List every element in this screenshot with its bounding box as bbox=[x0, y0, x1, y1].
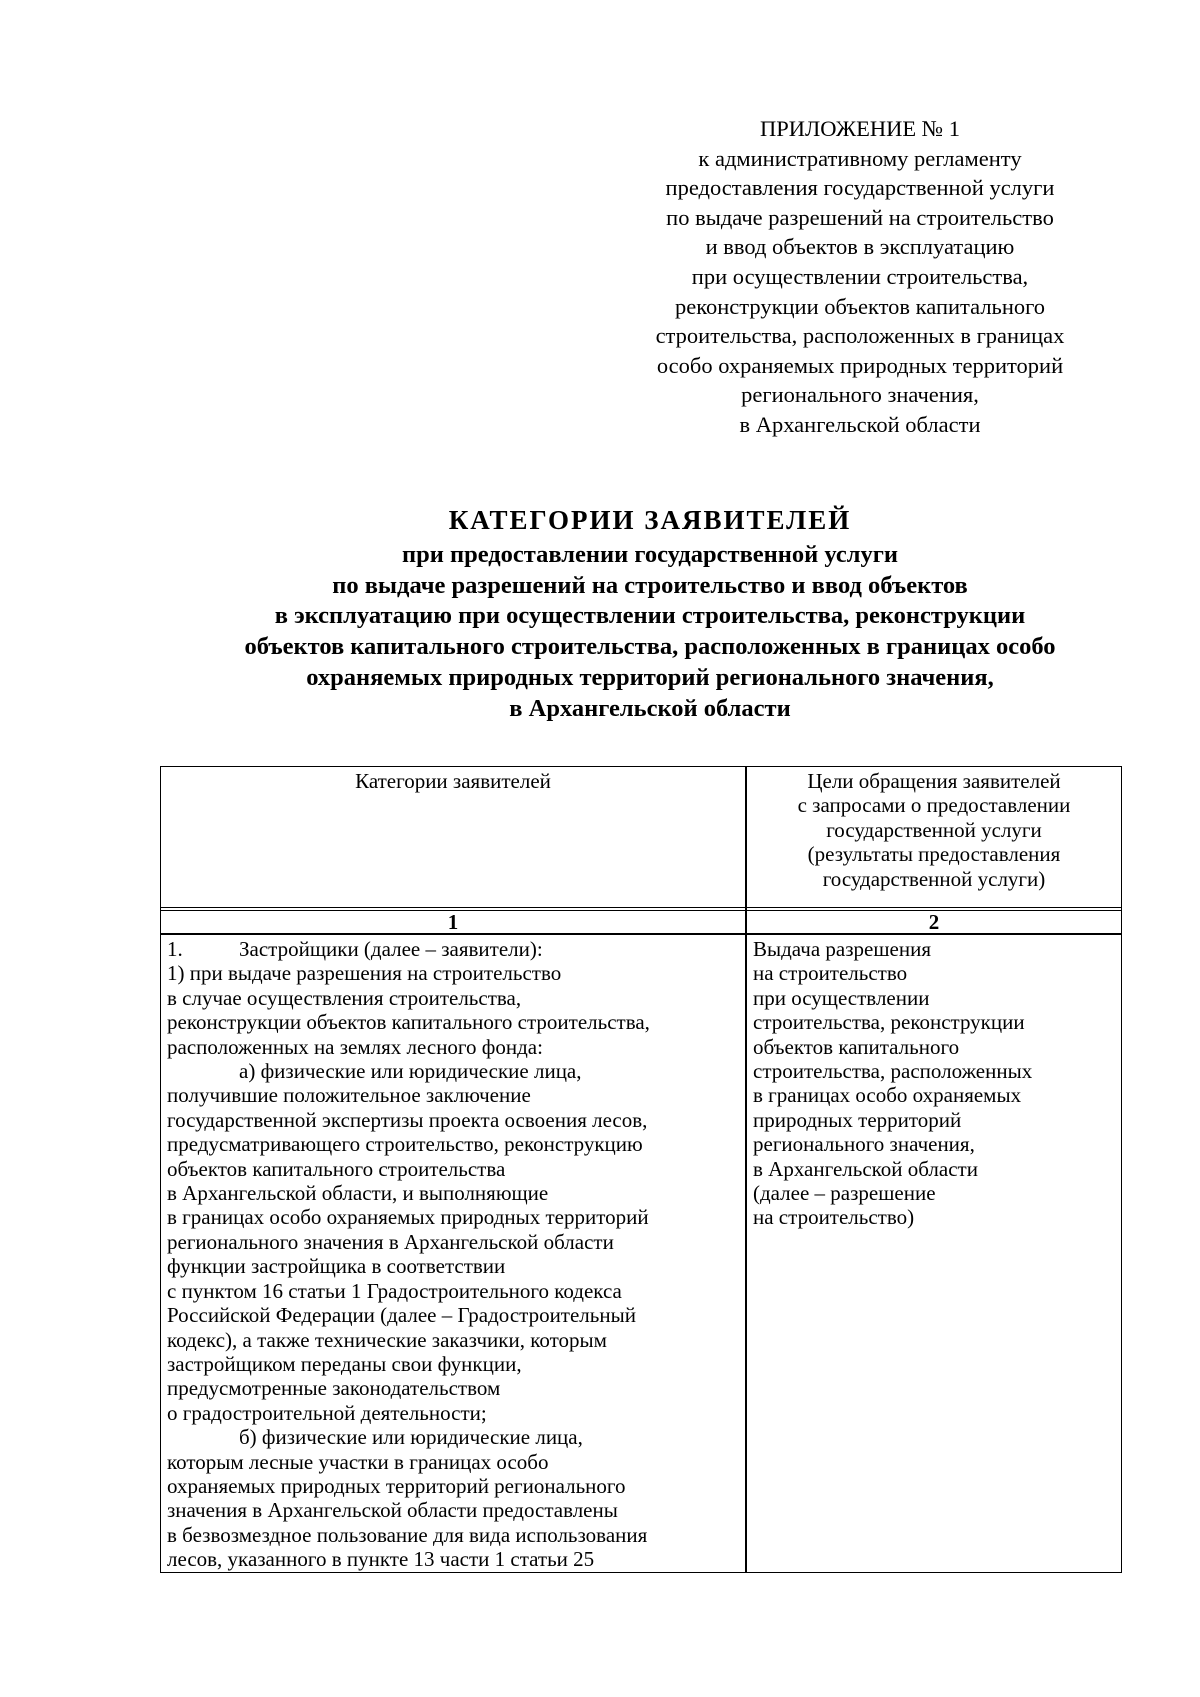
cell-line: объектов капитального строительства bbox=[167, 1156, 506, 1181]
appendix-line: в Архангельской области bbox=[739, 411, 981, 437]
appendix-line: ПРИЛОЖЕНИЕ № 1 bbox=[759, 116, 961, 141]
appendix-line: предоставления государственной услуги bbox=[665, 175, 1055, 201]
column-number-1: 1 bbox=[160, 910, 746, 934]
cell-line: 1) при выдаче разрешения на строительство bbox=[167, 961, 562, 986]
cell-line: на строительство) bbox=[753, 1205, 915, 1230]
title-line: объектов капитального строительства, расположенных в границах особо bbox=[244, 633, 1056, 661]
header-cell-goals bbox=[746, 766, 1122, 908]
appendix-line: и ввод объектов в эксплуатацию bbox=[705, 234, 1015, 260]
cell-line: в случае осуществления строительства, bbox=[167, 985, 522, 1010]
cell-line: регионального значения, bbox=[753, 1132, 975, 1157]
appendix-line: строительства, расположенных в границах bbox=[655, 323, 1065, 349]
cell-line: с пунктом 16 статьи 1 Градостроительного кодекса bbox=[167, 1278, 622, 1303]
cell-line: реконструкции объектов капитального строительства, bbox=[167, 1010, 650, 1035]
title-line: в эксплуатацию при осуществлении строительства, реконструкции bbox=[274, 602, 1026, 630]
cell-line: которым лесные участки в границах особо bbox=[167, 1449, 549, 1474]
cell-line: (далее – разрешение bbox=[753, 1181, 936, 1206]
appendix-line: особо охраняемых природных территорий bbox=[656, 352, 1064, 378]
appendix-line: реконструкции объектов капитального bbox=[674, 293, 1046, 319]
header-text: Категории заявителей bbox=[355, 769, 551, 793]
header-text: государственной услуги bbox=[826, 817, 1042, 842]
cell-line: Выдача разрешения bbox=[753, 937, 931, 961]
applicants-table bbox=[160, 766, 1122, 1573]
header-text: с запросами о предоставлении bbox=[797, 793, 1071, 818]
appendix-block bbox=[600, 114, 1120, 440]
sub-item-a: а) физические или юридические лица, bbox=[239, 1059, 582, 1084]
cell-line: государственной экспертизы проекта освоения лесов, bbox=[167, 1107, 648, 1132]
title-main: КАТЕГОРИИ ЗАЯВИТЕЛЕЙ bbox=[448, 505, 852, 535]
appendix-line: регионального значения, bbox=[741, 382, 979, 408]
table-row bbox=[160, 934, 1122, 1573]
cell-line: охраняемых природных территорий регионального bbox=[167, 1473, 626, 1498]
cell-line: предусматривающего строительство, реконструкцию bbox=[167, 1132, 643, 1157]
document-title bbox=[140, 505, 1160, 725]
cell-line: о градостроительной деятельности; bbox=[167, 1400, 487, 1425]
header-text: государственной услуги) bbox=[822, 866, 1046, 891]
cell-line: значения в Архангельской области предоставлены bbox=[167, 1498, 618, 1523]
cell-applicant-categories bbox=[160, 934, 746, 1573]
appendix-line: к административному регламенту bbox=[698, 145, 1022, 171]
table-number-row bbox=[160, 910, 1122, 934]
title-line: охраняемых природных территорий регионального значения, bbox=[306, 663, 994, 691]
cell-line: регионального значения в Архангельской области bbox=[167, 1229, 614, 1254]
cell-line: в границах особо охраняемых природных территорий bbox=[167, 1205, 649, 1230]
cell-line: застройщиком переданы свои функции, bbox=[167, 1351, 522, 1376]
cell-line: природных территорий bbox=[753, 1107, 962, 1132]
cell-line: лесов, указанного в пункте 13 части 1 статьи 25 bbox=[167, 1547, 595, 1572]
title-line: в Архангельской области bbox=[509, 694, 791, 722]
cell-service-results bbox=[746, 934, 1122, 1573]
header-text: (результаты предоставления bbox=[807, 842, 1061, 867]
appendix-line: при осуществлении строительства, bbox=[691, 263, 1029, 289]
cell-line: в Архангельской области bbox=[753, 1156, 978, 1181]
title-line: при предоставлении государственной услуги bbox=[401, 540, 899, 568]
cell-line: кодекс), а также технические заказчики, которым bbox=[167, 1327, 607, 1352]
cell-line: получившие положительное заключение bbox=[167, 1083, 531, 1108]
cell-line: функции застройщика в соответствии bbox=[167, 1254, 506, 1279]
cell-line: предусмотренные законодательством bbox=[167, 1376, 501, 1401]
item-title: Застройщики (далее – заявители): bbox=[239, 937, 543, 961]
item-number: 1. bbox=[167, 937, 183, 961]
cell-line: строительства, расположенных bbox=[753, 1059, 1033, 1084]
cell-line: расположенных на землях лесного фонда: bbox=[167, 1034, 543, 1059]
title-line: по выдаче разрешений на строительство и ввод объектов bbox=[332, 571, 968, 599]
cell-line: на строительство bbox=[753, 961, 908, 986]
sub-item-b: б) физические или юридические лица, bbox=[239, 1425, 583, 1450]
item-heading bbox=[167, 937, 739, 961]
cell-line: объектов капитального bbox=[753, 1034, 960, 1059]
cell-line: при осуществлении bbox=[753, 985, 930, 1010]
cell-line: в безвозмездное пользование для вида использования bbox=[167, 1522, 648, 1547]
cell-line: в Архангельской области, и выполняющие bbox=[167, 1181, 549, 1206]
column-number-2: 2 bbox=[746, 910, 1122, 934]
appendix-line: по выдаче разрешений на строительство bbox=[666, 204, 1054, 230]
header-text: Цели обращения заявителей bbox=[807, 769, 1061, 793]
cell-line: Российской Федерации (далее – Градостроительный bbox=[167, 1303, 636, 1328]
cell-line: в границах особо охраняемых bbox=[753, 1083, 1022, 1108]
cell-line: строительства, реконструкции bbox=[753, 1010, 1025, 1035]
table-header-row bbox=[160, 766, 1122, 908]
header-cell-categories bbox=[160, 766, 746, 908]
